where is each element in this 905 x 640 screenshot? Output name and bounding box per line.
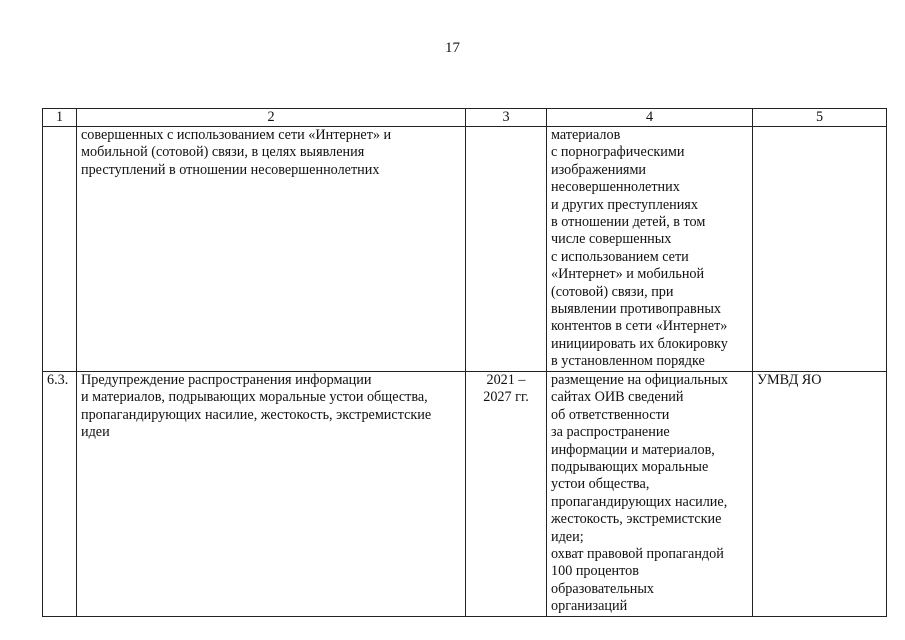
measures-line: за распространение [551, 424, 670, 441]
row-description [77, 127, 466, 372]
measures-line: организаций [551, 598, 628, 615]
measures-line: подрывающих моральные [551, 459, 709, 476]
description-line: преступлений в отношении несовершеннолетних [81, 161, 380, 178]
measures-line: устои общества, [551, 476, 650, 493]
period-line: 2027 гг. [483, 389, 529, 406]
measures-line: с использованием сети [551, 248, 689, 265]
measures-line: с порнографическими [551, 144, 685, 161]
period-line: 2021 – [486, 372, 526, 388]
description-line: Предупреждение распространения информации [81, 372, 372, 388]
row-executor [753, 127, 887, 372]
row-measures [547, 127, 753, 372]
measures-line: «Интернет» и мобильной [551, 266, 705, 283]
measures-line: несовершеннолетних [551, 179, 680, 196]
row-description [77, 372, 466, 617]
measures-line: жестокость, экстремистские [551, 511, 722, 528]
measures-line: (сотовой) связи, при [551, 283, 674, 300]
measures-line: в установленном порядке [551, 353, 705, 370]
column-header-4: 4 [547, 109, 753, 127]
measures-line: в отношении детей, в том [551, 214, 706, 231]
header-row [43, 109, 887, 127]
measures-line: числе совершенных [551, 231, 672, 248]
measures-line: сайтах ОИВ сведений [551, 389, 684, 406]
column-header-5: 5 [753, 109, 887, 127]
table-row [43, 127, 887, 372]
measures-line: размещение на официальных [551, 372, 729, 388]
description-line: и материалов, подрывающих моральные устои общества, [81, 389, 428, 406]
column-header-2: 2 [77, 109, 466, 127]
column-header-3: 3 [466, 109, 547, 127]
measures-line: 100 процентов [551, 563, 639, 580]
description-line: пропагандирующих насилие, жестокость, экстремистские [81, 406, 432, 423]
measures-line: и других преступлениях [551, 196, 698, 213]
description-line: мобильной (сотовой) связи, в целях выявления [81, 144, 365, 161]
measures-line: пропагандирующих насилие, [551, 493, 728, 510]
row-number: 6.3. [43, 372, 77, 617]
measures-line: изображениями [551, 161, 647, 178]
measures-line: охват правовой пропагандой [551, 546, 724, 563]
measures-line: образовательных [551, 580, 655, 597]
measures-line: материалов [551, 127, 621, 143]
measures-line: информации и материалов, [551, 441, 715, 458]
row-number [43, 127, 77, 372]
row-period [466, 127, 547, 372]
row-measures [547, 372, 753, 617]
description-line: совершенных с использованием сети «Интернет» и [81, 127, 392, 143]
measures-line: идеи; [551, 528, 584, 545]
measures-line: об ответственности [551, 406, 670, 423]
row-executor: УМВД ЯО [753, 372, 887, 617]
measures-line: выявлении противоправных [551, 301, 721, 318]
measures-line: контентов в сети «Интернет» [551, 318, 728, 335]
row-period [466, 372, 547, 617]
page-number: 17 [445, 40, 460, 56]
measures-line: инициировать их блокировку [551, 335, 728, 352]
table-row [43, 372, 887, 617]
column-header-1: 1 [43, 109, 77, 127]
description-line: идеи [81, 424, 110, 441]
plan-table [42, 108, 887, 617]
